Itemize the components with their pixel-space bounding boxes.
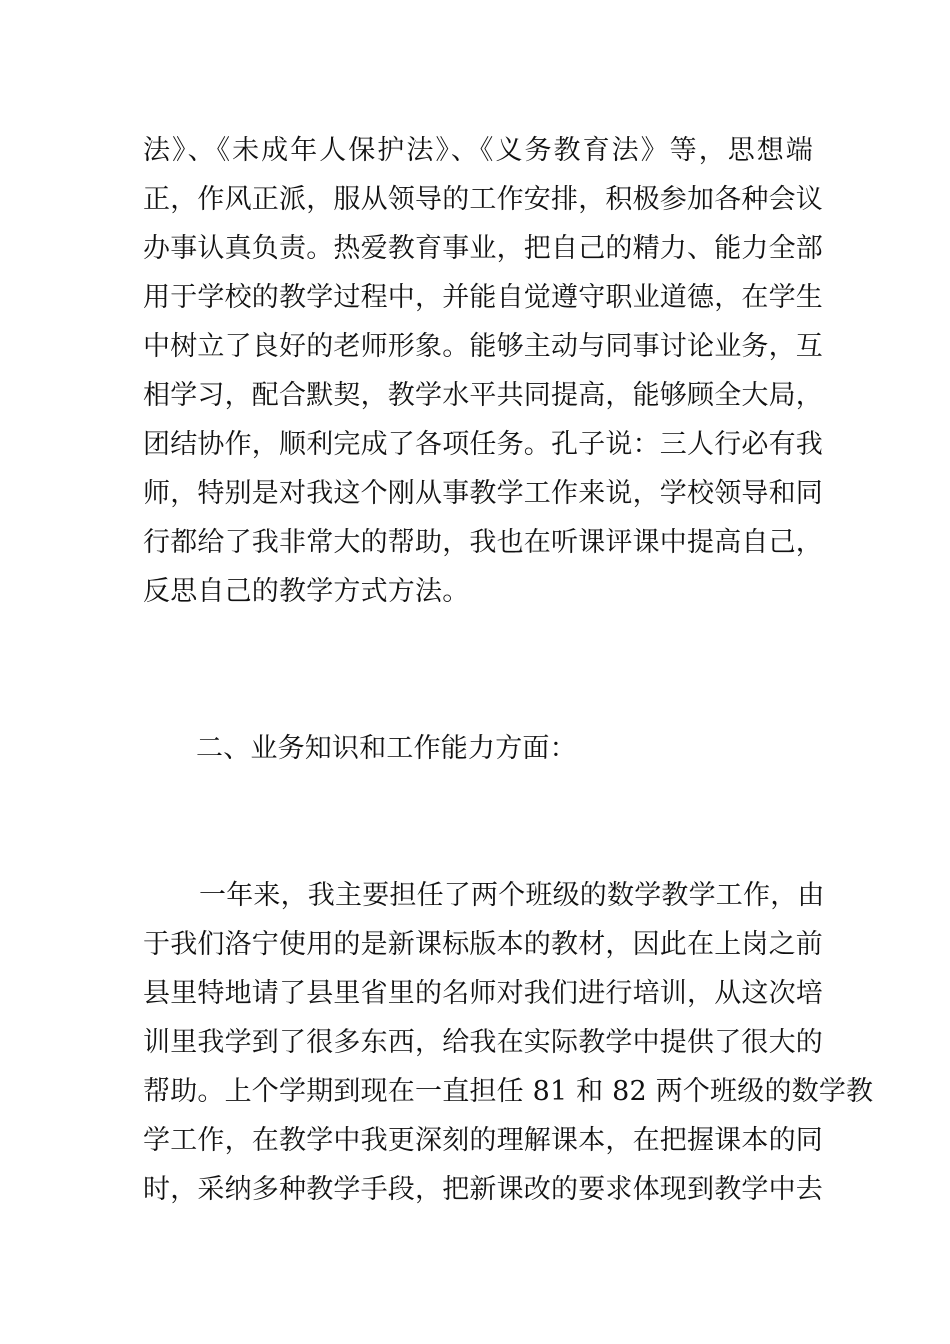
paragraph-line: 用于学校的教学过程中，并能自觉遵守职业道德，在学生 xyxy=(143,282,823,313)
paragraph-line: 中树立了良好的老师形象。能够主动与同事讨论业务，互 xyxy=(143,331,823,362)
section-heading: 二、业务知识和工作能力方面： xyxy=(196,733,577,764)
paragraph-line: 学工作，在教学中我更深刻的理解课本，在把握课本的同 xyxy=(143,1125,823,1156)
paragraph-line: 相学习，配合默契，教学水平共同提高，能够顾全大局， xyxy=(143,380,823,411)
paragraph-line: 时，采纳多种教学手段，把新课改的要求体现到教学中去 xyxy=(143,1174,823,1205)
paragraph-line: 一年来，我主要担任了两个班级的数学教学工作，由 xyxy=(199,880,825,911)
paragraph-line: 团结协作，顺利完成了各项任务。孔子说：三人行必有我 xyxy=(143,429,823,460)
paragraph-line: 师，特别是对我这个刚从事教学工作来说，学校领导和同 xyxy=(143,478,823,509)
paragraph-line: 行都给了我非常大的帮助，我也在听课评课中提高自己， xyxy=(143,527,823,558)
paragraph-line: 办事认真负责。热爱教育事业，把自己的精力、能力全部 xyxy=(143,233,823,264)
paragraph-line: 帮助。上个学期到现在一直担任 81 和 82 两个班级的数学教 xyxy=(143,1076,874,1107)
paragraph-line: 正，作风正派，服从领导的工作安排，积极参加各种会议 xyxy=(143,184,823,215)
paragraph-line: 训里我学到了很多东西，给我在实际教学中提供了很大的 xyxy=(143,1027,823,1058)
paragraph-line: 法》、《未成年人保护法》、《义务教育法》等，思想端 xyxy=(143,135,813,166)
paragraph-line: 反思自己的教学方式方法。 xyxy=(143,576,470,607)
paragraph-line: 县里特地请了县里省里的名师对我们进行培训，从这次培 xyxy=(143,978,823,1009)
paragraph-line: 于我们洛宁使用的是新课标版本的教材，因此在上岗之前 xyxy=(143,929,823,960)
